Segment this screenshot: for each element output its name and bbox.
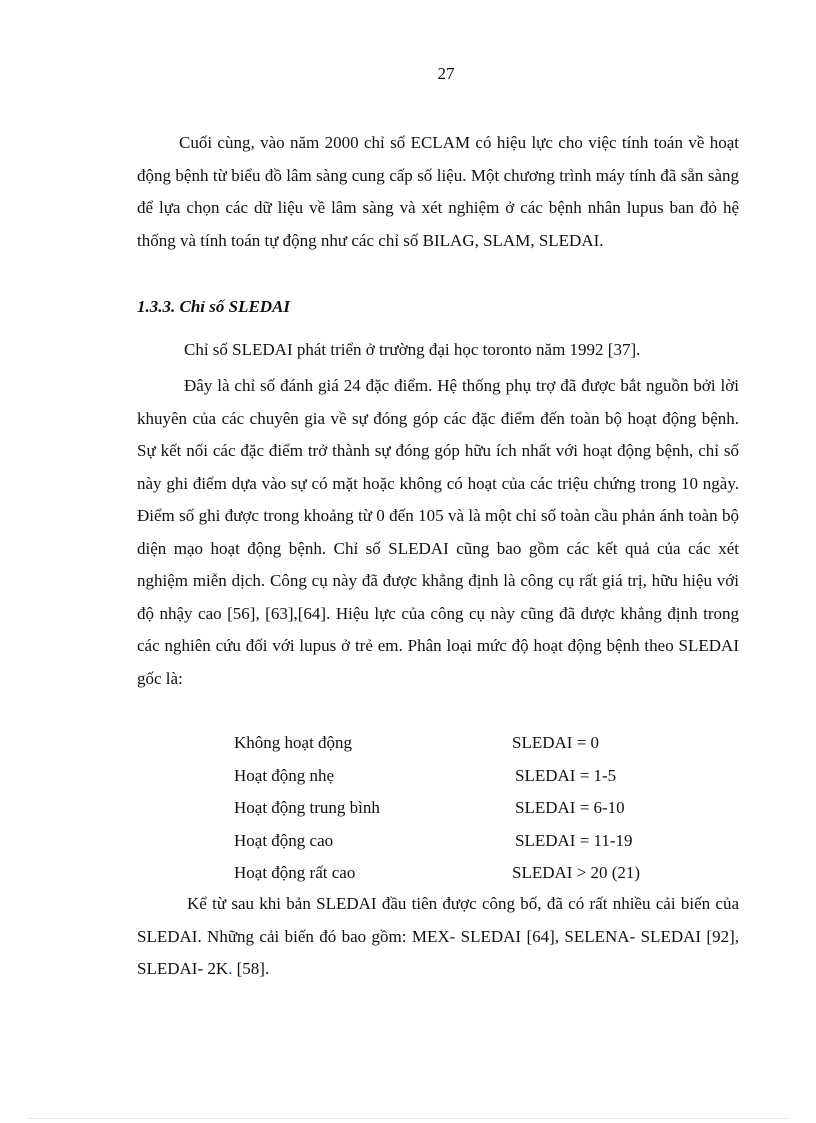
paragraph-sledai-variants: [137, 888, 739, 986]
activity-level-name: Hoạt động nhẹ: [234, 765, 335, 785]
page-number: 27: [437, 64, 455, 83]
activity-level-value: SLEDAI = 1-5: [515, 765, 617, 785]
activity-level-row: [234, 825, 694, 858]
activity-level-value: SLEDAI = 11-19: [515, 830, 633, 850]
activity-level-value: SLEDAI > 20 (21): [512, 863, 641, 882]
activity-level-name: Không hoạt động: [234, 733, 353, 752]
activity-level-name: Hoạt động trung bình: [234, 798, 380, 817]
page-bottom-divider: [28, 1118, 788, 1119]
section-heading: 1.3.3. Chỉ số SLEDAI: [137, 297, 291, 316]
activity-level-row: [234, 857, 694, 890]
activity-level-row: [234, 792, 694, 825]
paragraph-variants-text: Kể từ sau khi bản SLEDAI đầu tiên được công bố, đã có rất nhiều cải biến của SLEDAI. Những cải biến đó bao gồm: MEX- SLEDAI [64], SELENA- SLEDAI [92], SLEDAI- 2K: [137, 894, 739, 978]
blue-period: .: [228, 959, 233, 978]
activity-level-name: Hoạt động rất cao: [234, 863, 356, 882]
paragraph-sledai-description: Đây là chỉ số đánh giá 24 đặc điểm. Hệ thống phụ trợ đã được bắt nguồn bởi lời khuyên của các chuyên gia về sự đóng góp các đặc điểm đến toàn bộ hoạt động bệnh. Sự kết nối các đặc điểm trở thành sự đóng góp hữu ích nhất với hoạt động bệnh, chỉ số này ghi điểm dựa vào sự có mặt hoặc không có hoạt của các triệu chứng trong 10 ngày. Điểm số ghi được trong khoảng từ 0 đến 105 và là một chỉ số toàn cầu phản ánh toàn bộ diện mạo hoạt động bệnh. Chỉ số SLEDAI cũng bao gồm các kết quả của các xét nghiệm miễn dịch. Công cụ này đã được khẳng định là công cụ rất giá trị, hữu hiệu với độ nhậy cao [56], [63],[64]. Hiệu lực của công cụ này cũng đã được khẳng định trong các nghiên cứu đối với lupus ở trẻ em. Phân loại mức độ hoạt động bệnh theo SLEDAI gốc là:: [137, 376, 739, 688]
paragraph-variants-citation: [58].: [232, 959, 270, 978]
activity-level-value: SLEDAI = 6-10: [515, 798, 625, 817]
activity-level-name: Hoạt động cao: [234, 830, 334, 850]
activity-level-list: [234, 727, 694, 890]
paragraph-eclam: Cuối cùng, vào năm 2000 chỉ số ECLAM có hiệu lực cho việc tính toán về hoạt động bệnh từ biểu đồ lâm sàng cung cấp số liệu. Một chương trình máy tính đã sẵn sàng để lựa chọn các dữ liệu về lâm sàng và xét nghiệm ở các bệnh nhân lupus ban đỏ hệ thống và tính toán tự động như các chỉ số BILAG, SLAM, SLEDAI.: [137, 133, 739, 250]
activity-level-row: [234, 760, 694, 793]
activity-level-value: SLEDAI = 0: [512, 733, 600, 752]
paragraph-sledai-origin: Chỉ số SLEDAI phát triển ở trường đại học toronto năm 1992 [37].: [184, 340, 641, 359]
activity-level-row: [234, 727, 694, 760]
